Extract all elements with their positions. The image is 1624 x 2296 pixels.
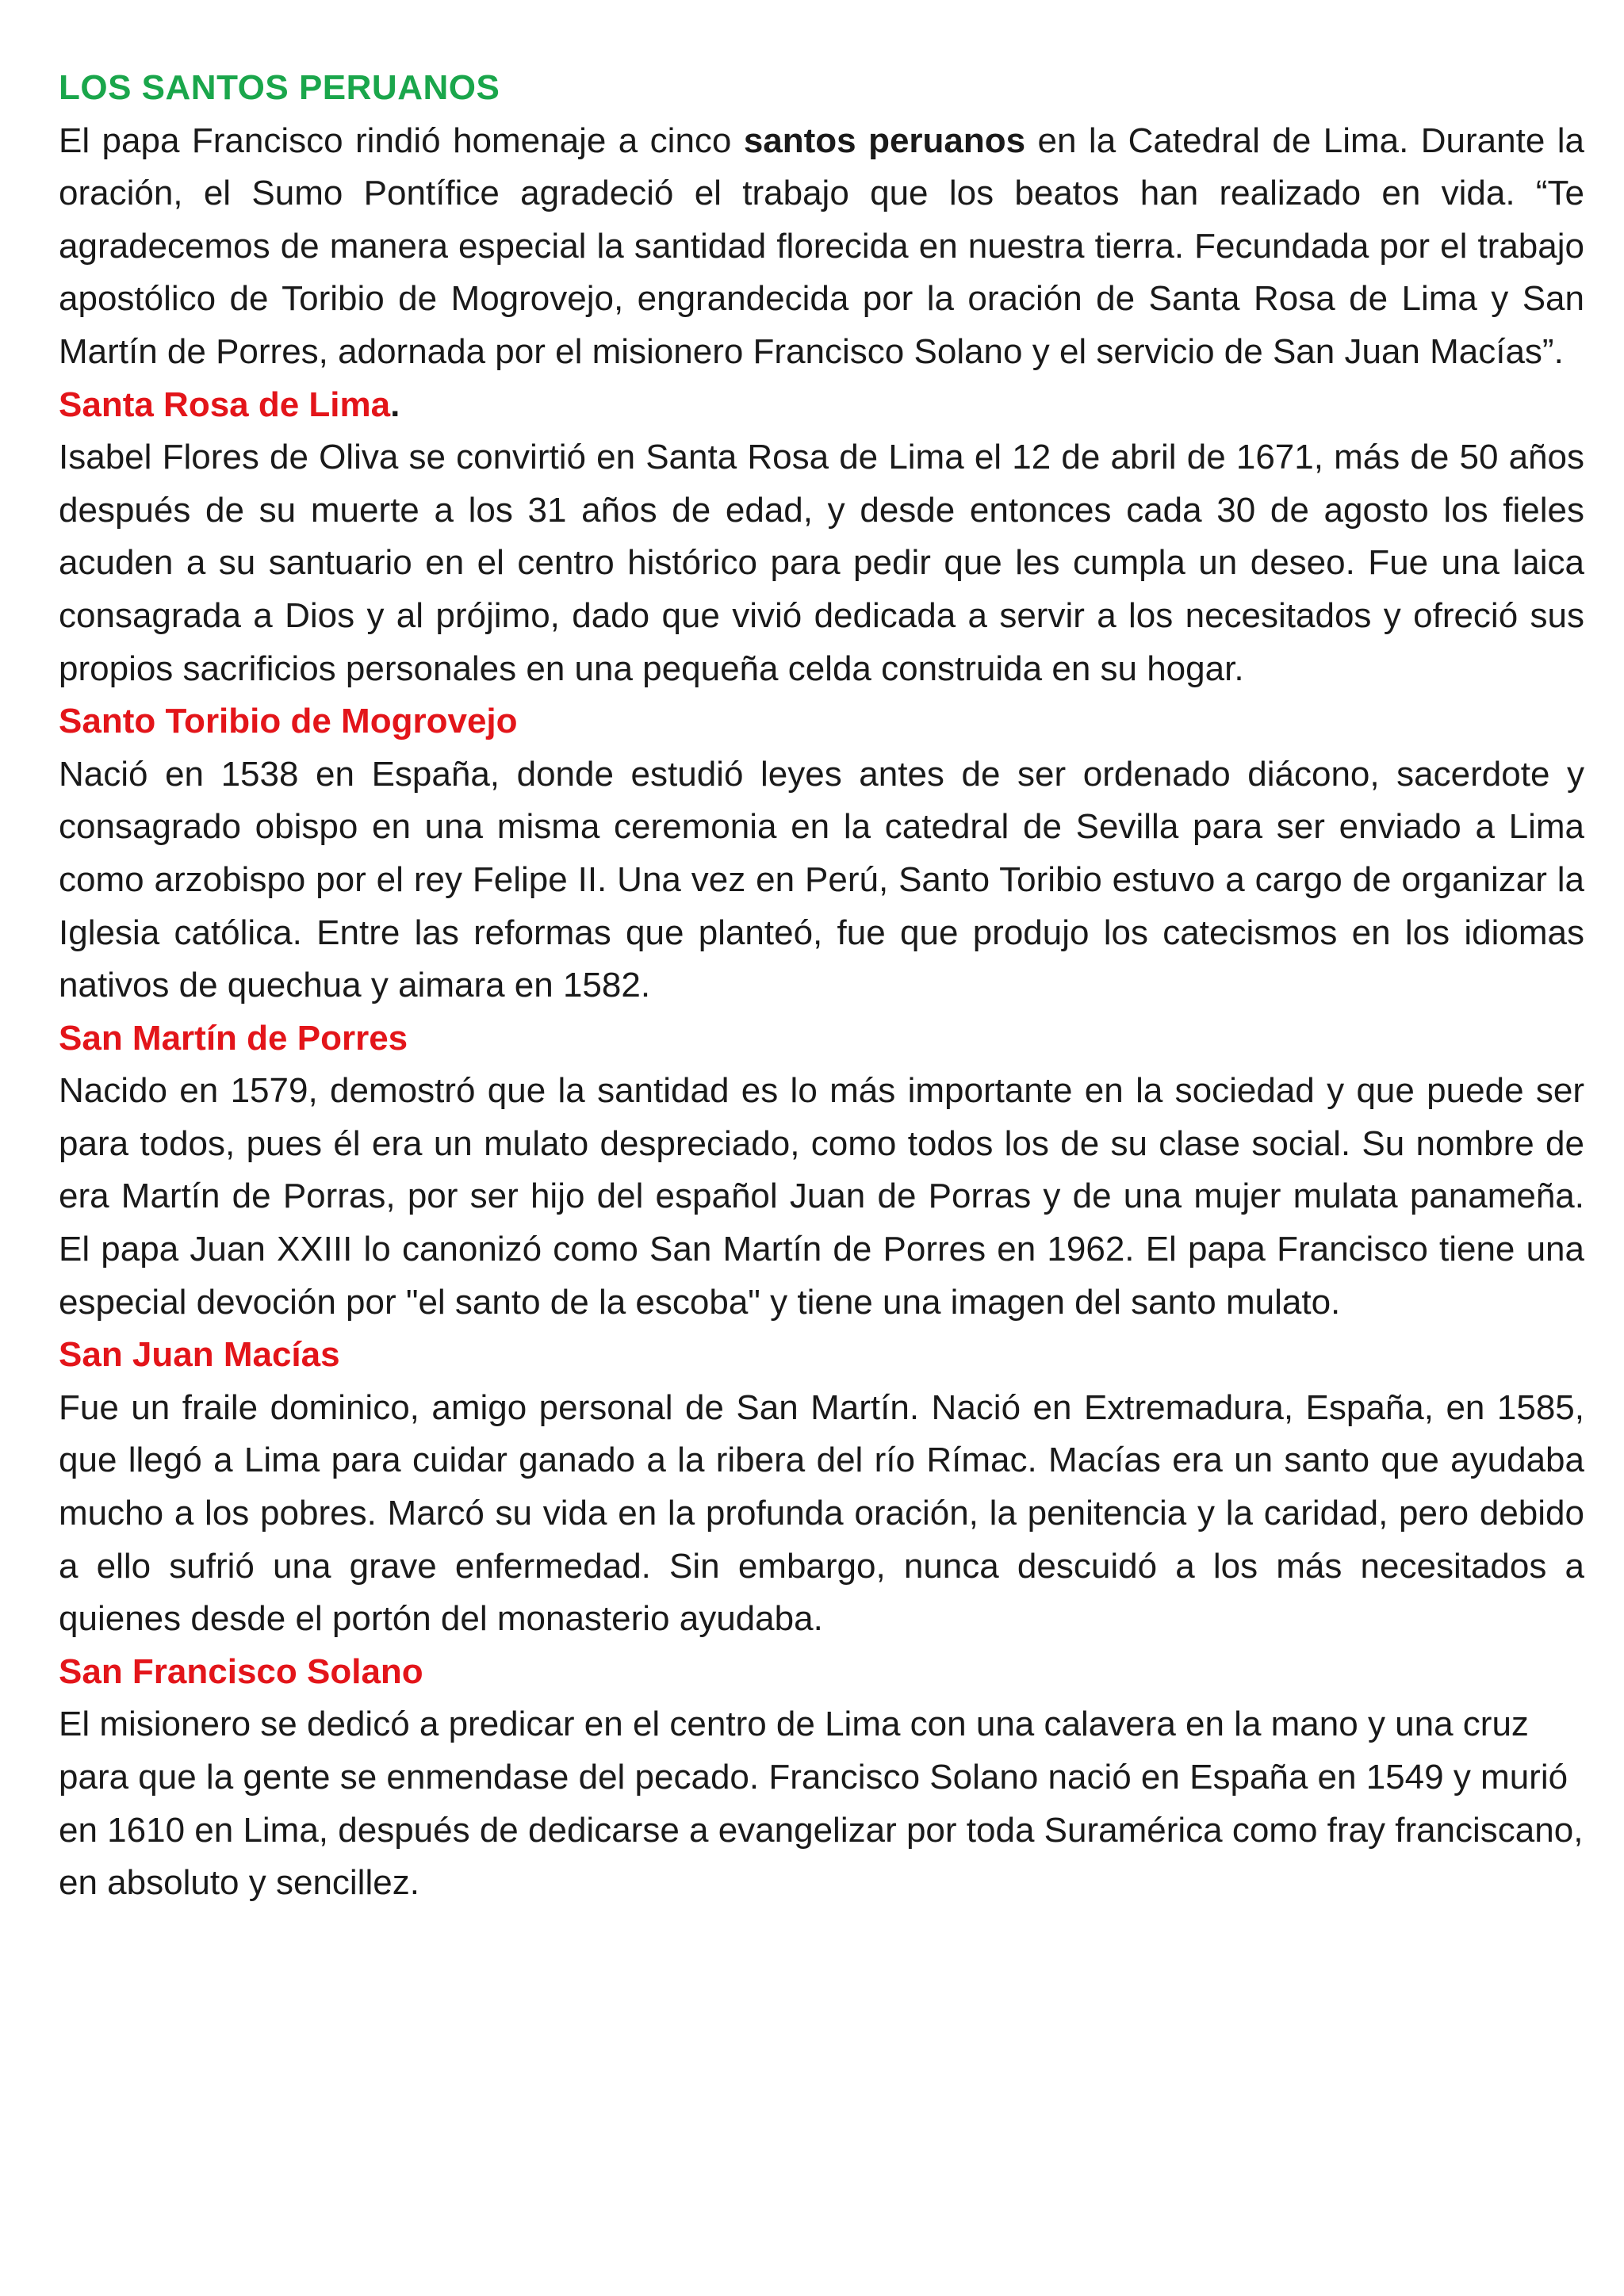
section-heading-santa-rosa — [59, 379, 1584, 432]
document-page — [59, 62, 1584, 1910]
section-heading-text: San Juan Macías — [59, 1335, 340, 1375]
section-text-santa-rosa: Isabel Flores de Oliva se convirtió en Santa Rosa de Lima el 12 de abril de 1671, más de 50 años después de su muerte a los 31 años de edad, y desde entonces cada 30 de agosto los fieles acuden a su santuario en el centro histórico para pedir que les cumpla un deseo. Fue una laica consagrada a Dios y al prójimo, dado que vivió dedicada a servir a los necesitados y ofreció sus propios sacrificios personales en una pequeña celda construida en su hogar. — [59, 438, 1584, 688]
section-text-san-francisco-solano: El misionero se dedicó a predicar en el centro de Lima con una calavera en la mano y una cruz para que la gente se enmendase del pecado. Francisco Solano nació en España en 1549 y murió en 1610 en Lima, después de dedicarse a evangelizar por toda Suramérica como fray franciscano, en absoluto y sencillez. — [59, 1705, 1584, 1903]
section-heading-suffix: . — [390, 385, 400, 424]
intro-text-start: El papa Francisco rindió homenaje a cinco — [59, 121, 744, 160]
section-heading-text: Santo Toribio de Mogrovejo — [59, 702, 518, 741]
document-title: LOS SANTOS PERUANOS — [59, 68, 500, 107]
section-text-san-juan-macias: Fue un fraile dominico, amigo personal de San Martín. Nació en Extremadura, España, en 1585, que llegó a Lima para cuidar ganado a la ribera del río Rímac. Macías era un santo que ayudaba mucho a los pobres. Marcó su vida en la profunda oración, la penitencia y la caridad, pero debido a ello sufrió una grave enfermedad. Sin embargo, nunca descuidó a los más necesitados a quienes desde el portón del monasterio ayudaba. — [59, 1387, 1584, 1639]
section-text-san-martin: Nacido en 1579, demostró que la santidad es lo más importante en la sociedad y que puede ser para todos, pues él era un mulato despreciado, como todos los de su clase social. Su nombre de era Martín de Porras, por ser hijo del español Juan de Porras y de una mujer mulata panameña. El papa Juan XXIII lo canonizó como San Martín de Porres en 1962. El papa Francisco tiene una especial devoción por "el santo de la escoba" y tiene una imagen del santo mulato. — [59, 1071, 1584, 1322]
section-heading-san-francisco-solano — [59, 1646, 1584, 1699]
section-heading-text: Santa Rosa de Lima — [59, 385, 391, 424]
section-heading-santo-toribio — [59, 695, 1584, 748]
section-text-santo-toribio: Nació en 1538 en España, donde estudió leyes antes de ser ordenado diácono, sacerdote y consagrado obispo en una misma ceremonia en la catedral de Sevilla para ser enviado a Lima como arzobispo por el rey Felipe II. Una vez en Perú, Santo Toribio estuvo a cargo de organizar la Iglesia católica. Entre las reformas que planteó, fue que produjo los catecismos en los idiomas nativos de quechua y aimara en 1582. — [59, 754, 1584, 1005]
intro-text-end: en la Catedral de Lima. Durante la oración, el Sumo Pontífice agradeció el trabajo que los beatos han realizado en vida. “Te agradecemos de manera especial la santidad florecida en nuestra tierra. Fecundada por el trabajo apostólico de Toribio de Mogrovejo, engrandecida por la oración de Santa Rosa de Lima y San Martín de Porres, adornada por el misionero Francisco Solano y el servicio de San Juan Macías”. — [59, 121, 1584, 371]
section-heading-san-juan-macias — [59, 1329, 1584, 1382]
section-heading-san-martin — [59, 1012, 1584, 1066]
section-heading-text: San Martín de Porres — [59, 1018, 408, 1058]
section-heading-text: San Francisco Solano — [59, 1651, 423, 1691]
intro-bold-text: santos peruanos — [743, 121, 1026, 160]
intro-paragraph — [59, 115, 1584, 379]
